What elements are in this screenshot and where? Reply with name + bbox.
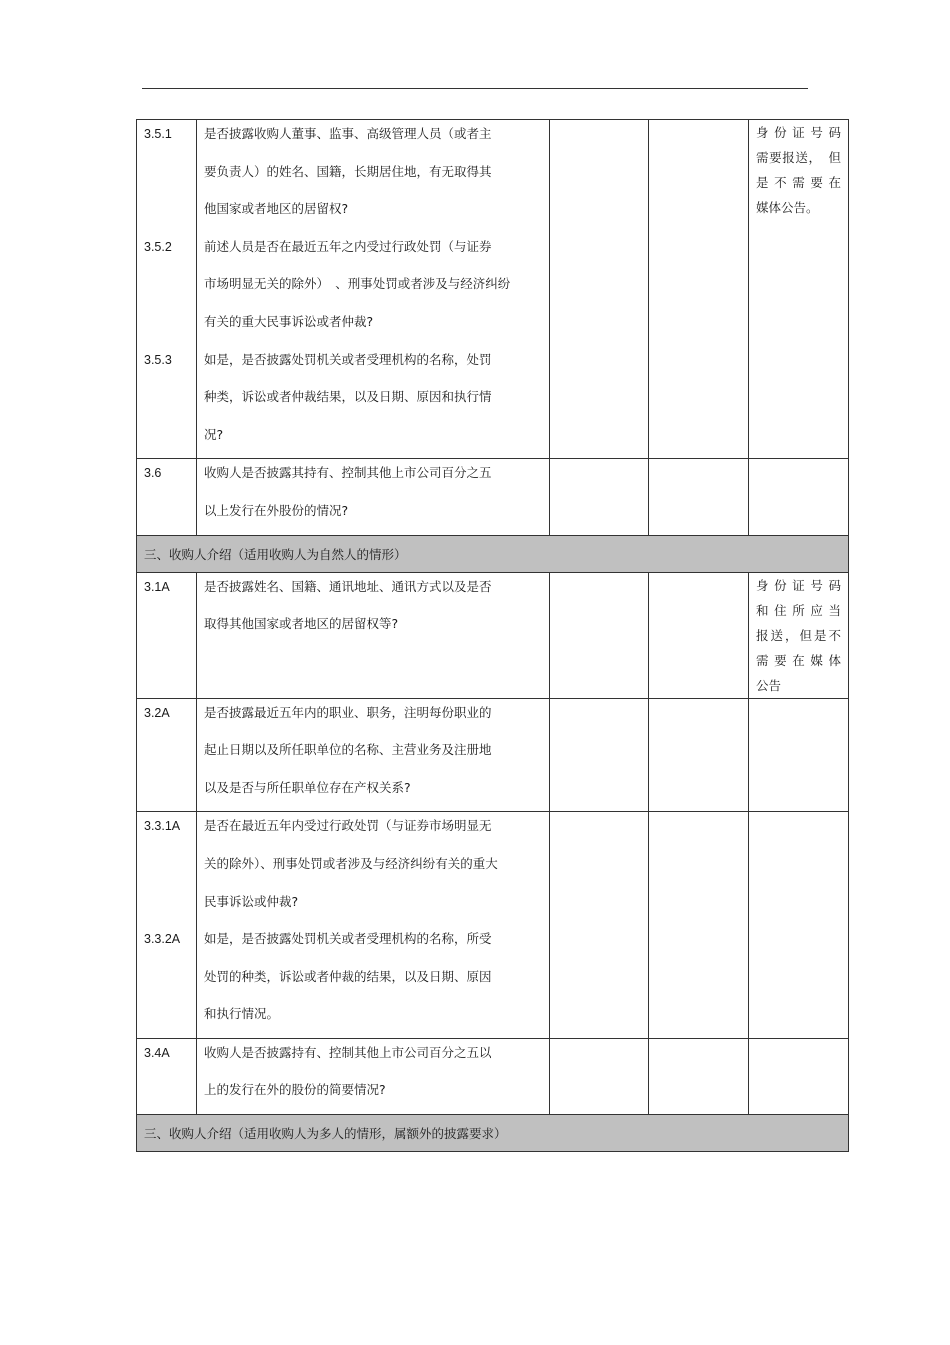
item-number: 3.5.2 [144, 239, 172, 254]
disclosure-checklist-table [136, 119, 849, 1152]
remark-cell [749, 1038, 849, 1114]
remark-cell [749, 459, 849, 535]
item-text-line: 处罚的种类，诉讼或者仲裁的结果，以及日期、原因 [204, 968, 492, 984]
item-text-line: 要负责人）的姓名、国籍，长期居住地，有无取得其 [204, 163, 492, 179]
item-text-line: 上的发行在外的股份的简要情况? [204, 1082, 386, 1098]
item-text-line: 是否在最近五年内受过行政处罚（与证券市场明显无 [204, 818, 492, 834]
section-header: 三、收购人介绍（适用收购人为多人的情形，属额外的披露要求） [137, 1115, 849, 1152]
table-row [137, 572, 849, 698]
item-text-line: 是否披露姓名、国籍、通讯地址、通讯方式以及是否 [204, 578, 492, 594]
item-number: 3.4A [144, 1045, 170, 1060]
item-text-line: 以及是否与所任职单位存在产权关系? [204, 779, 411, 795]
answer-cell-1[interactable] [550, 812, 649, 1039]
item-text-line: 市场明显无关的除外） 、刑事处罚或者涉及与经济纠纷 [204, 276, 511, 292]
item-number: 3.3.2A [144, 932, 181, 947]
item-text-line: 以上发行在外股份的情况? [204, 502, 349, 518]
remark-line: 报送，但是不 [756, 627, 841, 643]
answer-cell-1[interactable] [550, 572, 649, 698]
item-text-line: 取得其他国家或者地区的居留权等? [204, 616, 399, 632]
table-row [137, 812, 849, 1039]
answer-cell-1[interactable] [550, 698, 649, 812]
item-number-cell [137, 698, 197, 812]
item-text-line: 收购人是否披露持有、控制其他上市公司百分之五以 [204, 1044, 492, 1060]
item-number-cell [137, 812, 197, 1039]
item-number-cell [137, 572, 197, 698]
item-description-cell [197, 459, 550, 535]
item-number-cell [137, 120, 197, 459]
item-text-line: 是否披露最近五年内的职业、职务，注明每份职业的 [204, 704, 492, 720]
page-header-rule [142, 88, 808, 89]
item-number: 3.6 [144, 466, 162, 481]
item-number: 3.1A [144, 579, 170, 594]
item-number-cell [137, 459, 197, 535]
remark-line: 是不需要在 [756, 175, 841, 190]
item-text-line: 如是，是否披露处罚机关或者受理机构的名称，处罚 [204, 351, 492, 367]
answer-cell-2[interactable] [649, 1038, 749, 1114]
remark-line: 公告 [756, 677, 782, 693]
item-text-line: 关的除外）、刑事处罚或者涉及与经济纠纷有关的重大 [204, 855, 498, 871]
remark-line: 身份证号码 [756, 125, 841, 140]
remark-line: 身份证号码 [756, 577, 841, 593]
remark-line: 媒体公告。 [756, 200, 819, 215]
item-description-cell [197, 698, 550, 812]
item-text-line: 种类，诉讼或者仲裁结果，以及日期、原因和执行情 [204, 389, 492, 405]
answer-cell-2[interactable] [649, 812, 749, 1039]
answer-cell-2[interactable] [649, 698, 749, 812]
item-text-line: 是否披露收购人董事、监事、高级管理人员（或者主 [204, 126, 492, 141]
table-row [137, 459, 849, 535]
answer-cell-2[interactable] [649, 459, 749, 535]
item-text-line: 况? [204, 426, 224, 442]
remark-cell [749, 698, 849, 812]
item-number: 3.5.1 [144, 127, 172, 141]
item-description-cell [197, 572, 550, 698]
remark-cell [749, 120, 849, 459]
answer-cell-1[interactable] [550, 1038, 649, 1114]
item-text-line: 如是，是否披露处罚机关或者受理机构的名称，所受 [204, 931, 492, 947]
item-text-line: 他国家或者地区的居留权? [204, 201, 349, 217]
item-text-line: 和执行情况。 [204, 1006, 280, 1022]
answer-cell-1[interactable] [550, 120, 649, 459]
remark-cell [749, 572, 849, 698]
remark-line: 和住所应当 [756, 602, 841, 618]
section-header-row [137, 535, 849, 572]
item-number: 3.5.3 [144, 352, 172, 367]
answer-cell-2[interactable] [649, 572, 749, 698]
answer-cell-2[interactable] [649, 120, 749, 459]
table-row [137, 1038, 849, 1114]
item-text-line: 前述人员是否在最近五年之内受过行政处罚（与证券 [204, 238, 492, 254]
section-header-row [137, 1115, 849, 1152]
item-number-cell [137, 1038, 197, 1114]
table-row [137, 698, 849, 812]
item-text-line: 有关的重大民事诉讼或者仲裁? [204, 313, 374, 329]
table-row [137, 120, 849, 459]
remark-cell [749, 812, 849, 1039]
item-number: 3.2A [144, 705, 170, 720]
remark-line: 需要在媒体 [756, 652, 841, 668]
section-header: 三、收购人介绍（适用收购人为自然人的情形） [137, 535, 849, 572]
item-text-line: 起止日期以及所任职单位的名称、主营业务及注册地 [204, 742, 492, 758]
remark-line: 需要报送， 但 [756, 150, 841, 165]
answer-cell-1[interactable] [550, 459, 649, 535]
item-text-line: 民事诉讼或仲裁? [204, 893, 299, 909]
item-description-cell [197, 812, 550, 1039]
item-description-cell [197, 1038, 550, 1114]
item-text-line: 收购人是否披露其持有、控制其他上市公司百分之五 [204, 465, 492, 481]
item-description-cell [197, 120, 550, 459]
item-number: 3.3.1A [144, 819, 181, 834]
